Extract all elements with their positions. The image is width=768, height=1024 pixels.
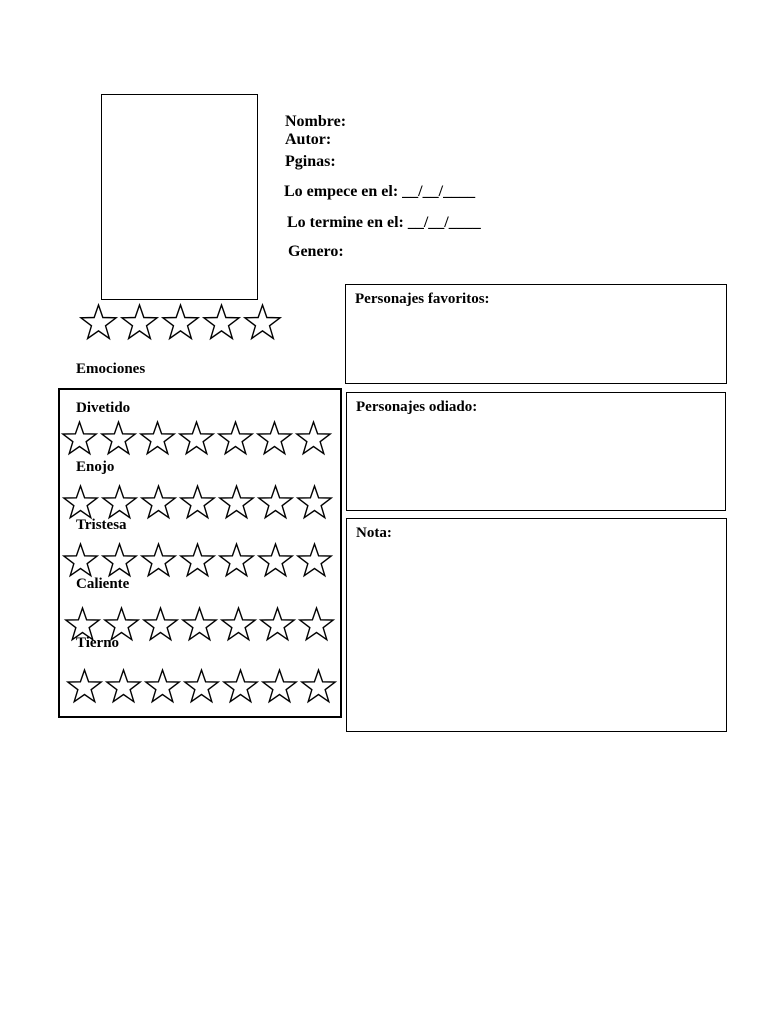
emotion-5-star-7[interactable] (302, 670, 335, 702)
emotion-stars-row[interactable] (65, 667, 338, 706)
emociones-title: Emociones (76, 361, 146, 377)
rating-star-5[interactable] (245, 305, 280, 338)
rating-star-1[interactable] (81, 305, 116, 338)
emotion-2-star-6[interactable] (259, 486, 292, 518)
rating-star-2[interactable] (122, 305, 157, 338)
field-empece[interactable]: Lo empece en el: __/__/____ (284, 183, 476, 200)
emotion-stars-row[interactable] (61, 541, 334, 580)
emotion-5-star-4[interactable] (185, 670, 218, 702)
field-genero[interactable]: Genero: (288, 243, 344, 260)
rating-stars-svg (78, 302, 283, 343)
book-rating-stars[interactable] (78, 302, 283, 343)
emotion-1-star-6[interactable] (258, 422, 291, 454)
emotion-4-star-4[interactable] (183, 608, 216, 640)
emotion-stars-row[interactable] (60, 419, 333, 458)
emotion-4-star-3[interactable] (144, 608, 177, 640)
odiados-box[interactable] (346, 392, 726, 511)
emotion-3-star-4[interactable] (181, 544, 214, 576)
emotion-2-star-4[interactable] (181, 486, 214, 518)
emotion-3-star-3[interactable] (142, 544, 175, 576)
emotion-label: Enojo (76, 459, 115, 475)
emotion-5-stars-svg (65, 667, 338, 706)
field-paginas[interactable]: Pginas: (285, 153, 336, 170)
emotion-label: Tristesa (76, 517, 127, 533)
emotion-2-star-1[interactable] (64, 486, 97, 518)
field-nombre[interactable]: Nombre: (285, 113, 347, 130)
emotion-4-star-7[interactable] (300, 608, 333, 640)
emotion-1-star-4[interactable] (180, 422, 213, 454)
field-termine[interactable]: Lo termine en el: __/__/____ (287, 214, 481, 231)
rating-star-3[interactable] (163, 305, 198, 338)
odiados-title: Personajes odiado: (356, 399, 478, 415)
emotion-5-star-2[interactable] (107, 670, 140, 702)
emotion-1-star-7[interactable] (297, 422, 330, 454)
emotion-3-star-6[interactable] (259, 544, 292, 576)
emotion-5-star-1[interactable] (68, 670, 101, 702)
emotion-5-star-3[interactable] (146, 670, 179, 702)
emotion-2-star-7[interactable] (298, 486, 331, 518)
book-cover-placeholder (101, 94, 258, 300)
emotion-label: Tierno (76, 635, 120, 651)
emotion-3-star-2[interactable] (103, 544, 136, 576)
emotion-1-star-3[interactable] (141, 422, 174, 454)
emotion-1-star-1[interactable] (63, 422, 96, 454)
emotion-5-star-5[interactable] (224, 670, 257, 702)
emotion-2-star-2[interactable] (103, 486, 136, 518)
nota-title: Nota: (356, 525, 392, 541)
emotion-1-star-5[interactable] (219, 422, 252, 454)
emotion-2-star-5[interactable] (220, 486, 253, 518)
emotion-4-star-5[interactable] (222, 608, 255, 640)
emotion-label: Caliente (76, 576, 130, 592)
field-autor[interactable]: Autor: (285, 131, 332, 148)
emotion-3-stars-svg (61, 541, 334, 580)
emotion-4-star-6[interactable] (261, 608, 294, 640)
emotion-3-star-5[interactable] (220, 544, 253, 576)
emotion-1-stars-svg (60, 419, 333, 458)
nota-box[interactable] (346, 518, 727, 732)
emotion-2-star-3[interactable] (142, 486, 175, 518)
favoritos-box[interactable] (345, 284, 727, 384)
emotion-label: Divetido (76, 400, 131, 416)
emotion-5-star-6[interactable] (263, 670, 296, 702)
emotion-1-star-2[interactable] (102, 422, 135, 454)
rating-star-4[interactable] (204, 305, 239, 338)
favoritos-title: Personajes favoritos: (355, 291, 490, 307)
emotion-3-star-7[interactable] (298, 544, 331, 576)
emotion-3-star-1[interactable] (64, 544, 97, 576)
